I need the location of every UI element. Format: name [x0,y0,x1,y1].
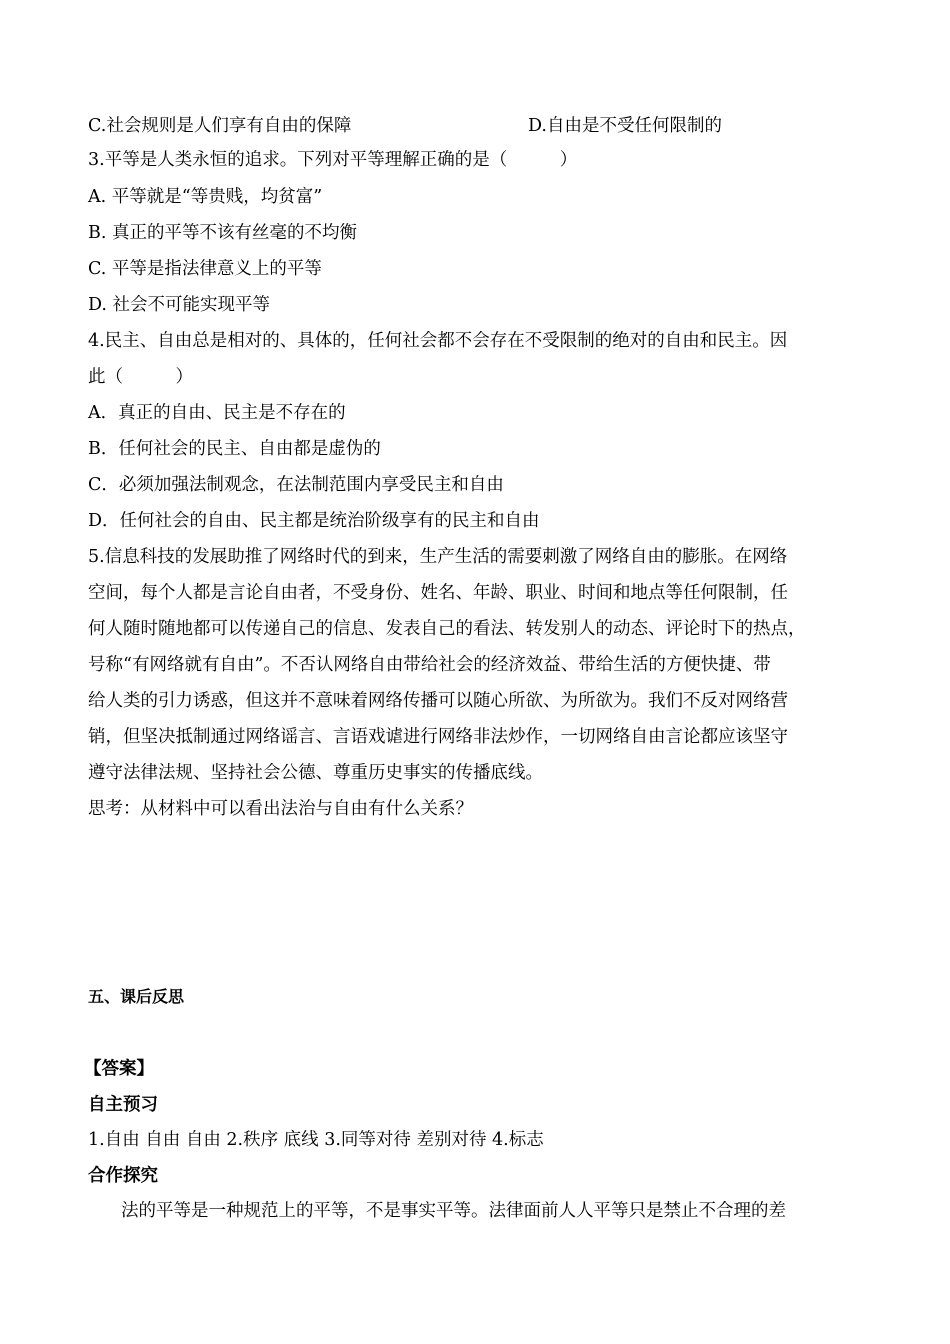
q4-option-c: C．必须加强法制观念，在法制范围内享受民主和自由 [88,475,504,495]
preview-answers: 1.自由 自由 自由 2.秩序 底线 3.同等对待 差别对待 4.标志 [88,1130,544,1150]
q4-option-d: D．任何社会的自由、民主都是统治阶级享有的民主和自由 [88,511,540,531]
preview-heading: 自主预习 [88,1095,158,1115]
q4-option-a: A．真正的自由、民主是不存在的 [88,403,346,423]
answers-title: 【答案】 [84,1059,154,1079]
q3-option-b: B. 真正的平等不该有丝毫的不均衡 [88,223,357,243]
q4-option-b: B．任何社会的民主、自由都是虚伪的 [88,439,381,459]
q3-option-d: D. 社会不可能实现平等 [88,295,271,315]
coop-text: 法的平等是一种规范上的平等，不是事实平等。法律面前人人平等只是禁止不合理的差 [121,1201,786,1221]
q3-option-a: A. 平等就是“等贵贱，均贫富” [88,187,323,207]
coop-heading: 合作探究 [88,1166,158,1186]
q5-line: 给人类的引力诱惑，但这并不意味着网络传播可以随心所欲、为所欲为。我们不反对网络营 [88,691,788,711]
q5-line: 5.信息科技的发展助推了网络时代的到来，生产生活的需要刺激了网络自由的膨胀。在网络 [88,547,788,567]
q2-options-row [88,115,722,137]
q4-stem-line: 4.民主、自由总是相对的、具体的，任何社会都不会存在不受限制的绝对的自由和民主。因 [88,331,788,351]
q4-stem-line: 此（ ） [88,367,193,387]
q2-option-c: C.社会规则是人们享有自由的保障 [88,116,352,136]
q5-line: 空间，每个人都是言论自由者，不受身份、姓名、年龄、职业、时间和地点等任何限制，任 [88,583,788,603]
q5-line: 遵守法律法规、坚持社会公德、尊重历史事实的传播底线。 [88,763,543,783]
q3-option-c: C. 平等是指法律意义上的平等 [88,259,322,279]
q5-line: 号称“有网络就有自由”。不否认网络自由带给社会的经济效益、带给生活的方便快捷、带 [88,655,771,675]
q5-line: 何人随时随地都可以传递自己的信息、发表自己的看法、转发别人的动态、评论时下的热点， [88,619,806,639]
q5-question: 思考：从材料中可以看出法治与自由有什么关系？ [88,799,473,819]
q2-option-d: D.自由是不受任何限制的 [528,116,722,136]
q5-line: 销，但坚决抵制通过网络谣言、言语戏谑进行网络非法炒作，一切网络自由言论都应该坚守 [88,727,788,747]
q3-stem: 3.平等是人类永恒的追求。下列对平等理解正确的是（ ） [88,150,578,170]
section-heading: 五、课后反思 [88,987,185,1006]
